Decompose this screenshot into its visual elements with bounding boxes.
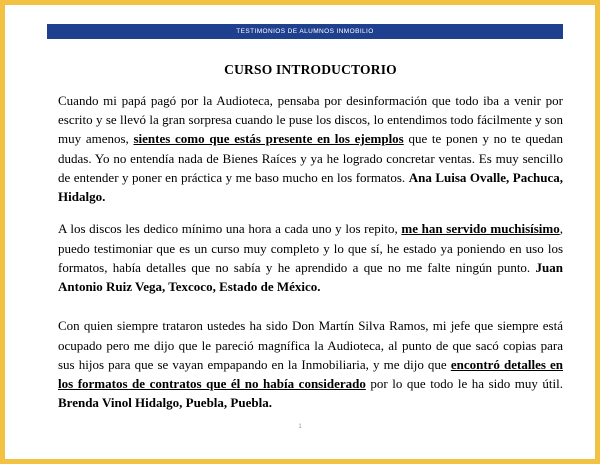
body-text: por lo que todo le ha sido muy útil. [365, 376, 564, 392]
body-text: Con quien siempre trataron ustedes ha sido Don Martín Silva Ramos, mi jefe que siempre está ocupado pero me dijo que le pareció magnífica la Audioteca, al punto de que sacó copias para sus hijos para que se vayan empapando en la Inmobiliaria, y me dijo que [58, 318, 563, 372]
testimonial-paragraph-3 [58, 316, 563, 412]
page-number: 1 [298, 424, 302, 430]
attribution-text: Ana Luisa Ovalle, Pachuca, Hidalgo. [58, 169, 563, 205]
testimonial-paragraph-1 [58, 91, 563, 206]
page-inner [10, 10, 590, 454]
header-banner [47, 24, 563, 39]
emphasized-text: sientes como que estás presente en los ejemplos [133, 131, 404, 147]
emphasized-text: encontró detalles en los formatos de contratos que él no había considerado [58, 356, 563, 392]
attribution-text: Juan Antonio Ruiz Vega, Texcoco, Estado de México. [58, 259, 563, 295]
attribution-text: Brenda Vinol Hidalgo, Puebla, Puebla. [58, 395, 272, 411]
emphasized-text: me han servido muchisísimo [401, 221, 560, 237]
body-text: que te ponen y no te quedan dudas. Yo no entendía nada de Bienes Raíces y ya he logrado concretar ventas. Es muy sencillo de entender y poner en práctica y me baso mucho en los formatos. [58, 131, 564, 185]
body-text: , puedo testimoniar que es un curso muy completo y lo que sí, he estado ya poniendo en uso los formatos, había detalles que no sabía y he aprendido a que no me falte ningún punto. [58, 221, 563, 275]
document-body [58, 62, 563, 426]
testimonial-paragraph-2 [58, 219, 563, 296]
body-text: Cuando mi papá pagó por la Audioteca, pensaba por desinformación que todo iba a venir por escrito y se llevó la gran sorpresa cuando le puse los discos, lo entendimos todo fácilmente y son muy amenos, [58, 93, 563, 147]
header-banner-text: TESTIMONIOS DE ALUMNOS INMOBILIO [236, 28, 374, 35]
page-title: CURSO INTRODUCTORIO [224, 62, 397, 77]
body-text: A los discos les dedico mínimo una hora a cada uno y los repito, [58, 221, 402, 237]
